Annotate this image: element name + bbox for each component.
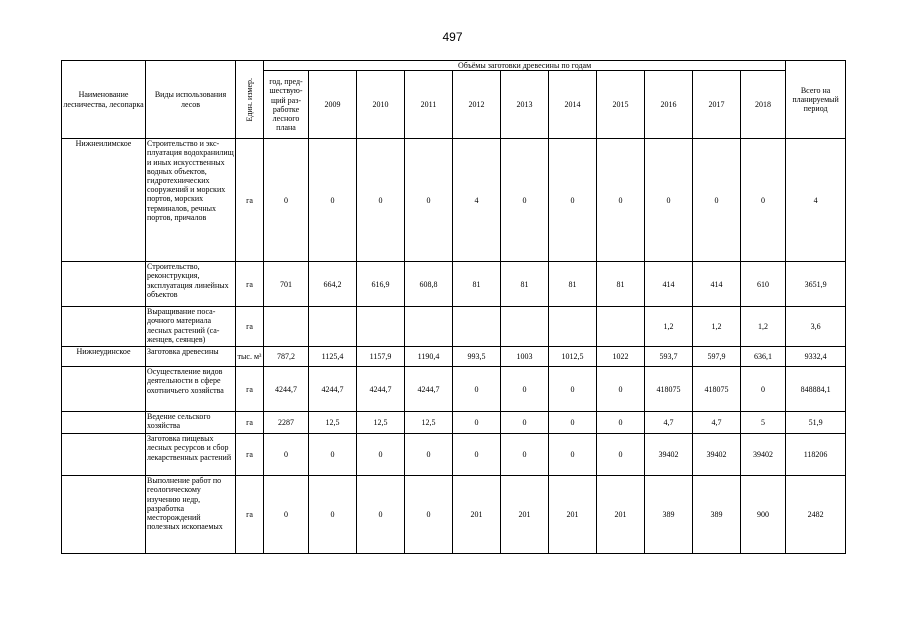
year-value-cell: 201 xyxy=(501,476,549,554)
year-value-cell: 0 xyxy=(405,476,453,554)
use-type-cell: Заготовка древесины xyxy=(146,347,236,367)
year-value-cell xyxy=(309,307,357,347)
table-row xyxy=(62,262,846,307)
unit-cell: га xyxy=(236,434,264,476)
year-value-cell xyxy=(264,307,309,347)
year-value-cell: 4244,7 xyxy=(309,367,357,412)
year-value-cell: 1,2 xyxy=(645,307,693,347)
forestry-name-cell xyxy=(62,476,146,554)
year-value-cell: 701 xyxy=(264,262,309,307)
year-value-cell: 0 xyxy=(453,412,501,434)
year-value-cell: 0 xyxy=(405,139,453,262)
page-number: 497 xyxy=(442,30,463,44)
year-value-cell: 593,7 xyxy=(645,347,693,367)
header-year: 2012 xyxy=(453,71,501,139)
total-value-cell: 9332,4 xyxy=(786,347,846,367)
forestry-name-cell xyxy=(62,434,146,476)
unit-cell: га xyxy=(236,476,264,554)
year-value-cell: 0 xyxy=(357,139,405,262)
year-value-cell: 0 xyxy=(645,139,693,262)
year-value-cell: 81 xyxy=(549,262,597,307)
total-value-cell: 118206 xyxy=(786,434,846,476)
year-value-cell: 4,7 xyxy=(693,412,741,434)
year-value-cell: 4244,7 xyxy=(264,367,309,412)
table-row xyxy=(62,476,846,554)
year-value-cell xyxy=(549,307,597,347)
year-value-cell: 389 xyxy=(693,476,741,554)
header-year: 2009 xyxy=(309,71,357,139)
use-type-cell: Выполнение работ по геологическому изучению недр, разработка месторождений полезных ископаемых xyxy=(146,476,236,554)
unit-cell: га xyxy=(236,367,264,412)
year-value-cell: 636,1 xyxy=(741,347,786,367)
year-value-cell: 1,2 xyxy=(693,307,741,347)
year-value-cell: 610 xyxy=(741,262,786,307)
year-value-cell: 1157,9 xyxy=(357,347,405,367)
year-value-cell: 414 xyxy=(693,262,741,307)
year-value-cell: 81 xyxy=(501,262,549,307)
year-value-cell: 787,2 xyxy=(264,347,309,367)
year-value-cell: 1012,5 xyxy=(549,347,597,367)
year-value-cell: 2287 xyxy=(264,412,309,434)
year-value-cell: 201 xyxy=(549,476,597,554)
year-value-cell: 0 xyxy=(741,139,786,262)
total-value-cell: 3651,9 xyxy=(786,262,846,307)
header-use: Виды использования лесов xyxy=(146,61,236,139)
year-value-cell: 0 xyxy=(549,367,597,412)
year-value-cell: 597,9 xyxy=(693,347,741,367)
year-value-cell: 389 xyxy=(645,476,693,554)
year-value-cell xyxy=(405,307,453,347)
year-value-cell: 0 xyxy=(309,476,357,554)
header-year: 2014 xyxy=(549,71,597,139)
unit-cell: га xyxy=(236,139,264,262)
year-value-cell xyxy=(501,307,549,347)
year-value-cell: 0 xyxy=(597,367,645,412)
header-prev-year: год, пред-шествую-щий раз-работке лесного плана xyxy=(264,71,309,139)
use-type-cell: Осуществление видов деятельности в сфере охотничьего хозяйства xyxy=(146,367,236,412)
forestry-name-cell xyxy=(62,367,146,412)
forestry-name-cell: Нижнеудинское xyxy=(62,347,146,367)
year-value-cell: 0 xyxy=(501,367,549,412)
year-value-cell: 5 xyxy=(741,412,786,434)
year-value-cell: 608,8 xyxy=(405,262,453,307)
year-value-cell: 0 xyxy=(357,476,405,554)
use-type-cell: Строительство и экс-плуатация водохранилищ и иных искусственных водных объектов, гидротехнических сооружений и морских портов, морских терминалов, речных портов, причалов xyxy=(146,139,236,262)
year-value-cell: 0 xyxy=(357,434,405,476)
forest-use-table xyxy=(61,60,846,554)
year-value-cell: 1,2 xyxy=(741,307,786,347)
total-value-cell: 3,6 xyxy=(786,307,846,347)
year-value-cell: 0 xyxy=(549,434,597,476)
use-type-cell: Ведение сельского хозяйства xyxy=(146,412,236,434)
use-type-cell: Выращивание поса-дочного материала лесных растений (са-женцев, сеянцев) xyxy=(146,307,236,347)
year-value-cell: 4244,7 xyxy=(357,367,405,412)
year-value-cell: 12,5 xyxy=(357,412,405,434)
year-value-cell: 0 xyxy=(453,367,501,412)
year-value-cell: 418075 xyxy=(693,367,741,412)
year-value-cell: 0 xyxy=(264,139,309,262)
year-value-cell: 0 xyxy=(501,139,549,262)
forestry-name-cell xyxy=(62,307,146,347)
unit-cell: га xyxy=(236,307,264,347)
header-year: 2013 xyxy=(501,71,549,139)
year-value-cell: 0 xyxy=(741,367,786,412)
year-value-cell: 0 xyxy=(264,434,309,476)
table-row xyxy=(62,434,846,476)
year-value-cell: 993,5 xyxy=(453,347,501,367)
table-body xyxy=(62,139,846,554)
year-value-cell: 0 xyxy=(405,434,453,476)
table-row xyxy=(62,412,846,434)
header-unit-text: Един. измер. xyxy=(244,77,254,122)
table-row xyxy=(62,367,846,412)
header-year: 2011 xyxy=(405,71,453,139)
year-value-cell: 4,7 xyxy=(645,412,693,434)
year-value-cell: 0 xyxy=(597,434,645,476)
header-total: Всего на планируемый период xyxy=(786,61,846,139)
forestry-name-cell: Нижнеилимское xyxy=(62,139,146,262)
forestry-name-cell xyxy=(62,412,146,434)
header-group: Объёмы заготовки древесины по годам xyxy=(264,61,786,71)
use-type-cell: Строительство, реконструкция, эксплуатация линейных объектов xyxy=(146,262,236,307)
year-value-cell: 0 xyxy=(549,412,597,434)
year-value-cell: 39402 xyxy=(741,434,786,476)
year-value-cell: 0 xyxy=(453,434,501,476)
year-value-cell: 12,5 xyxy=(309,412,357,434)
total-value-cell: 2482 xyxy=(786,476,846,554)
table-row xyxy=(62,307,846,347)
header-year: 2018 xyxy=(741,71,786,139)
use-type-cell: Заготовка пищевых лесных ресурсов и сбор лекарственных растений xyxy=(146,434,236,476)
forestry-name-cell xyxy=(62,262,146,307)
year-value-cell: 1003 xyxy=(501,347,549,367)
year-value-cell: 0 xyxy=(597,412,645,434)
year-value-cell: 0 xyxy=(309,139,357,262)
year-value-cell xyxy=(597,307,645,347)
year-value-cell: 0 xyxy=(549,139,597,262)
year-value-cell: 1190,4 xyxy=(405,347,453,367)
year-value-cell: 12,5 xyxy=(405,412,453,434)
year-value-cell: 0 xyxy=(264,476,309,554)
header-year: 2017 xyxy=(693,71,741,139)
year-value-cell: 0 xyxy=(501,434,549,476)
year-value-cell: 201 xyxy=(597,476,645,554)
year-value-cell: 1022 xyxy=(597,347,645,367)
year-value-cell: 39402 xyxy=(645,434,693,476)
year-value-cell: 39402 xyxy=(693,434,741,476)
year-value-cell: 4 xyxy=(453,139,501,262)
header-forestry: Наименование лесничества, лесопарка xyxy=(62,61,146,139)
total-value-cell: 848884,1 xyxy=(786,367,846,412)
year-value-cell: 616,9 xyxy=(357,262,405,307)
year-value-cell: 81 xyxy=(453,262,501,307)
header-year: 2016 xyxy=(645,71,693,139)
year-value-cell: 664,2 xyxy=(309,262,357,307)
year-value-cell: 0 xyxy=(597,139,645,262)
total-value-cell: 4 xyxy=(786,139,846,262)
header-unit xyxy=(236,61,264,139)
header-year: 2015 xyxy=(597,71,645,139)
unit-cell: га xyxy=(236,262,264,307)
year-value-cell: 4244,7 xyxy=(405,367,453,412)
year-value-cell xyxy=(453,307,501,347)
year-value-cell: 81 xyxy=(597,262,645,307)
year-value-cell: 418075 xyxy=(645,367,693,412)
table-row xyxy=(62,139,846,262)
year-value-cell: 0 xyxy=(693,139,741,262)
unit-cell: тыс. м³ xyxy=(236,347,264,367)
total-value-cell: 51,9 xyxy=(786,412,846,434)
year-value-cell: 0 xyxy=(501,412,549,434)
year-value-cell: 1125,4 xyxy=(309,347,357,367)
unit-cell: га xyxy=(236,412,264,434)
header-year: 2010 xyxy=(357,71,405,139)
year-value-cell xyxy=(357,307,405,347)
year-value-cell: 201 xyxy=(453,476,501,554)
year-value-cell: 414 xyxy=(645,262,693,307)
year-value-cell: 0 xyxy=(309,434,357,476)
year-value-cell: 900 xyxy=(741,476,786,554)
table-row xyxy=(62,347,846,367)
